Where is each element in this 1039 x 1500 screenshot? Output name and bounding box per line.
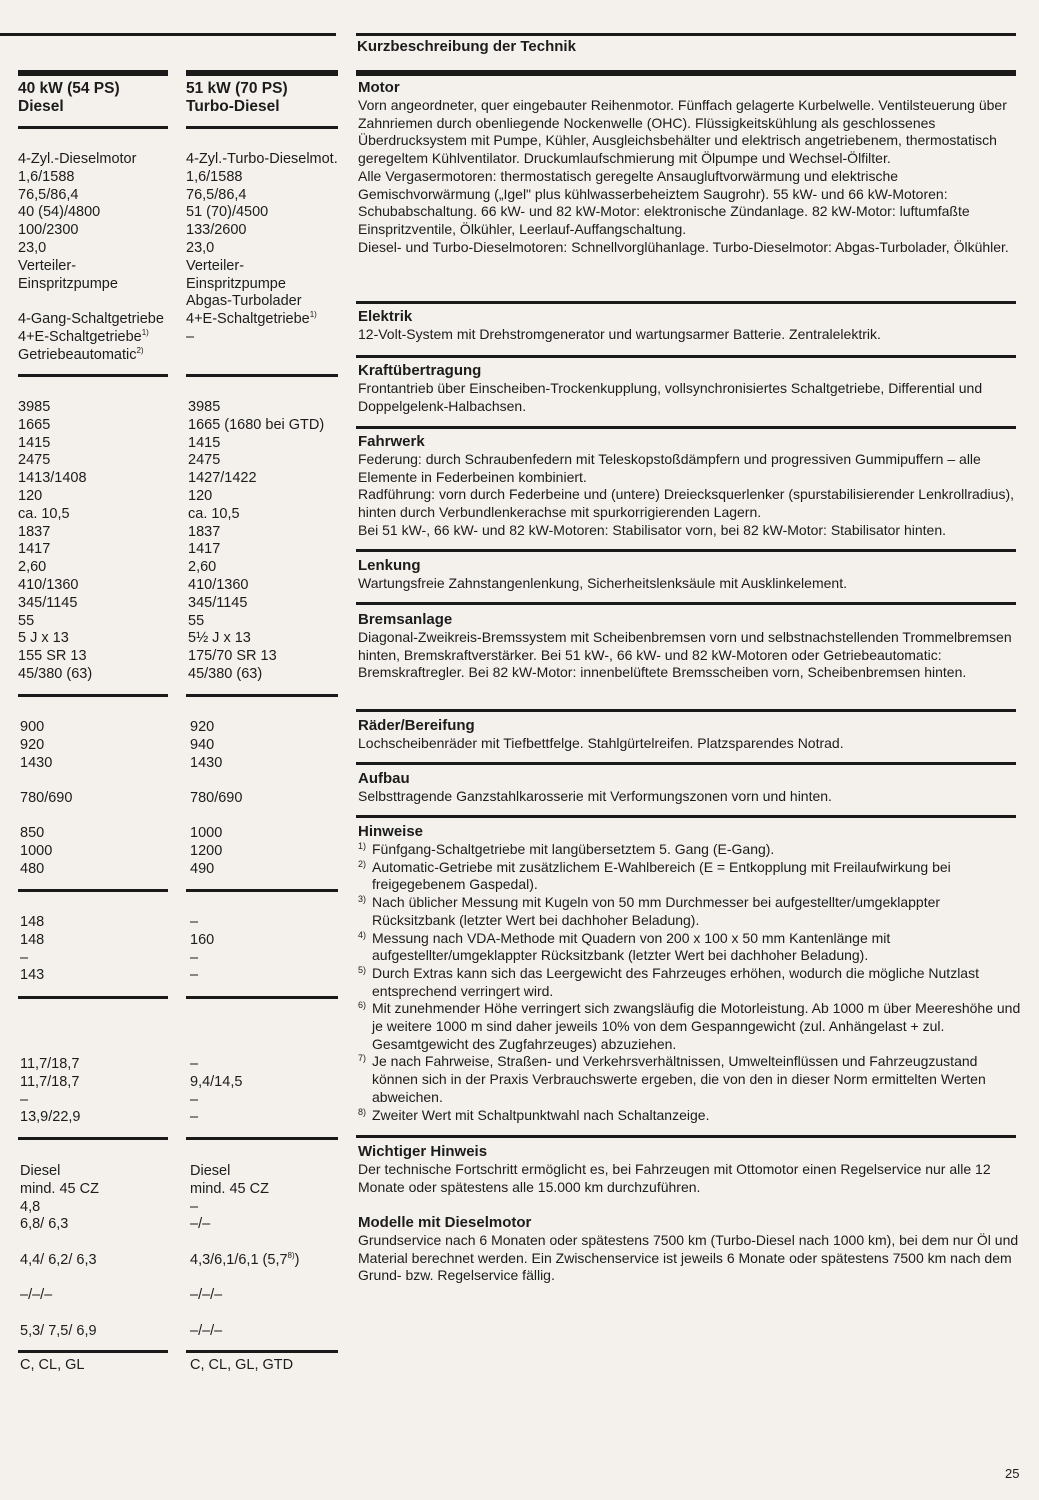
turbo-spec-value: 120 — [188, 487, 213, 504]
turbo-group-performance — [190, 914, 214, 985]
turbo-spec-value: –/–/– — [190, 1323, 223, 1339]
section-rule — [356, 762, 1016, 765]
turbo-spec-value: 55 — [188, 612, 205, 629]
hinweise-title: Hinweise — [358, 823, 424, 840]
turbo-gearbox-1: 4+E-Schaltgetriebe$^{1)}$ — [186, 310, 317, 327]
turbo-models: C, CL, GL, GTD — [190, 1357, 294, 1373]
turbo-group-weights-b — [190, 790, 242, 808]
col-rule — [18, 374, 168, 377]
top-rule-right — [356, 33, 1016, 36]
col-rule — [18, 1350, 168, 1353]
diesel-spec-value: mind. 45 CZ — [20, 1180, 99, 1197]
turbo-spec-value: 1000 — [190, 825, 223, 841]
diesel-spec-value: 4,8 — [20, 1198, 41, 1215]
turbo-spec-value: – — [190, 1109, 199, 1126]
kraft-text: Frontantrieb über Einscheiben-Trockenkupplung, vollsynchronisiertes Schaltgetriebe, Differential und Doppelgelenk-Halbachsen. — [358, 380, 983, 414]
hinweis-7: 7) Je nach Fahrweise, Straßen- und Verkehrsverhältnissen, Umwelteinflüssen und Fahrzeugzustand können sich in der Praxis Verbrauchswerte ergeben, die von den in dieser Norm ermittelten Werten abweichen. — [358, 1053, 986, 1105]
turbo-spec-value: 1,6/1588 — [186, 168, 243, 185]
turbo-group-engine — [186, 151, 338, 311]
col-rule — [186, 1137, 338, 1140]
diesel-group-fuel-d — [20, 1323, 97, 1341]
motor-para-3: Diesel- und Turbo-Dieselmotoren: Schnellvorglühanlage. Turbo-Dieselmotor: Abgas-Turbolader, Ölkühler. — [358, 238, 1009, 255]
diesel-spec-value: Diesel — [20, 1163, 61, 1179]
lenkung-text: Wartungsfreie Zahnstangenlenkung, Sicherheitslenksäule mit Ausklinkelement. — [358, 575, 847, 591]
diesel-spec-value: 148 — [20, 914, 45, 930]
turbo-spec-value: – — [190, 1056, 199, 1072]
diesel-spec-value: 3985 — [18, 399, 51, 415]
diesel-spec-value: 13,9/22,9 — [20, 1109, 81, 1126]
turbo-spec-value: 1665 (1680 bei GTD) — [188, 416, 325, 433]
diesel-spec-value: Verteiler- — [18, 257, 77, 274]
turbo-group-fuel-b — [190, 1252, 300, 1270]
lenkung-title: Lenkung — [358, 557, 421, 574]
turbo-spec-value: –/–/– — [190, 1287, 223, 1303]
brems-title: Bremsanlage — [358, 611, 453, 628]
turbo-spec-value: – — [190, 949, 199, 966]
raeder-text: Lochscheibenräder mit Tiefbettfelge. Stahlgürtelreifen. Platzsparendes Notrad. — [358, 735, 844, 751]
section-wichtiger-hinweis — [358, 1143, 1023, 1196]
diesel-spec-value: 143 — [20, 967, 45, 984]
col-rule — [186, 1350, 338, 1353]
diesel-group-fuel-b — [20, 1252, 97, 1270]
diesel-group-weights-a — [20, 719, 52, 772]
turbo-spec-value: 345/1145 — [188, 594, 248, 611]
col-rule — [186, 374, 338, 377]
page-number: 25 — [1005, 1466, 1020, 1481]
diesel-spec-value: 850 — [20, 825, 45, 841]
turbo-spec-value: Abgas-Turbolader — [186, 293, 302, 310]
section-rule — [356, 1135, 1016, 1138]
col-rule — [186, 996, 338, 999]
turbo-spec-value: 3985 — [188, 399, 221, 415]
turbo-spec-value: 490 — [190, 860, 215, 877]
turbo-spec-value: Diesel — [190, 1163, 231, 1179]
turbo-spec-value: 5½ J x 13 — [188, 630, 251, 647]
wichtig-text: Der technische Fortschritt ermöglicht es, bei Fahrzeugen mit Ottomotor einen Regelservice nur alle 12 Monate oder spätestens alle 15.000 km durchzuführen. — [358, 1161, 991, 1195]
diesel-column — [18, 80, 178, 116]
diesel-group-consumption — [20, 1056, 80, 1127]
aufbau-title: Aufbau — [358, 770, 410, 787]
fahrwerk-para-1: Federung: durch Schraubenfedern mit Teleskopstoßdämpfern und progressiven Gummipuffern – alle Elemente in Federbeinen kombiniert. — [358, 451, 981, 485]
turbo-spec-value: 2,60 — [188, 559, 217, 576]
turbo-spec-value: 175/70 SR 13 — [188, 648, 277, 665]
turbo-spec-value: 1837 — [188, 523, 221, 540]
top-rule-left — [0, 33, 336, 36]
turbo-spec-value: 2475 — [188, 452, 221, 469]
diesel-spec-value: 148 — [20, 931, 45, 948]
kraft-title: Kraftübertragung — [358, 362, 482, 379]
motor-para-2: Alle Vergasermotoren: thermostatisch geregelte Ansaugluftvorwärmung und elektrische Gemischvorwärmung („Igel" plus kühlwasserbeheiztem Saugrohr). 55 kW- und 66 kW-Motoren: Schubabschaltung. 66 kW- und 82 kW-Motor: elektronische Zündanlage. 82 kW-Motor: luftumfaßte Einspritzventile, Ölkühler, Leerlauf-Auffangschaltung. — [358, 167, 970, 237]
section-motor — [358, 79, 1023, 256]
diesel-group-weights-c — [20, 825, 52, 878]
diesel-group-performance — [20, 914, 44, 985]
section-hinweise — [358, 823, 1023, 1124]
turbo-spec-value: 133/2600 — [186, 222, 247, 239]
section-fahrwerk — [358, 433, 1023, 540]
turbo-spec-value: 1430 — [190, 754, 223, 771]
diesel-spec-value: 5,3/ 7,5/ 6,9 — [20, 1323, 97, 1339]
diesel-spec-value: 1665 — [18, 416, 51, 433]
turbo-group-weights-a — [190, 719, 222, 772]
turbo-spec-value: 51 (70)/4500 — [186, 204, 269, 221]
diesel-spec-value: 1837 — [18, 523, 51, 540]
diesel-spec-value: 6,8/ 6,3 — [20, 1216, 69, 1233]
turbo-spec-value: – — [190, 1091, 199, 1108]
turbo-spec-value: Verteiler- — [186, 257, 245, 274]
turbo-column — [186, 80, 346, 116]
turbo-spec-value: 9,4/14,5 — [190, 1073, 243, 1090]
col-rule — [18, 694, 168, 697]
diesel-spec-value: 1415 — [18, 434, 51, 451]
turbo-spec-value: Einspritzpumpe — [186, 275, 286, 292]
diesel-models-title: Modelle mit Dieselmotor — [358, 1214, 532, 1231]
turbo-group-consumption — [190, 1056, 242, 1127]
diesel-group-fuel — [20, 1163, 99, 1234]
diesel-spec-value: 920 — [20, 736, 45, 753]
turbo-spec-value: 410/1360 — [188, 576, 249, 593]
fahrwerk-para-2: Radführung: vorn durch Federbeine und (untere) Dreiecksquerlenker (spurstabilisierender Lenkrollradius), hinten durch Verbundlenkerachse mit spurkorrigierenden Lagern. — [358, 486, 1015, 521]
diesel-spec-value: 1000 — [20, 842, 53, 859]
diesel-spec-value: 155 SR 13 — [18, 648, 87, 665]
diesel-group-gearbox — [18, 311, 164, 364]
turbo-spec-value: 940 — [190, 736, 215, 753]
turbo-group-gearbox — [186, 311, 317, 347]
diesel-spec-value: 1417 — [18, 541, 51, 558]
fahrwerk-title: Fahrwerk — [358, 433, 425, 450]
col-rule — [186, 70, 338, 76]
section-rule — [356, 70, 1016, 76]
turbo-spec-value: – — [190, 914, 199, 930]
turbo-spec-value: 780/690 — [190, 790, 243, 806]
section-raeder — [358, 717, 1023, 753]
diesel-gearbox-3: Getriebeautomatic$^{2)}$ — [18, 345, 144, 363]
diesel-spec-value: ca. 10,5 — [18, 505, 70, 522]
turbo-spec-value: 920 — [190, 719, 215, 735]
diesel-power-heading: 40 kW (54 PS) — [18, 80, 120, 97]
diesel-type-heading: Diesel — [18, 98, 64, 115]
col-rule — [186, 126, 338, 129]
turbo-spec-value: 45/380 (63) — [188, 665, 263, 682]
section-rule — [356, 549, 1016, 552]
turbo-spec-value: 1200 — [190, 842, 223, 859]
motor-para-1: Vorn angeordneter, quer eingebauter Reihenmotor. Fünffach gelagerte Kurbelwelle. Ventilsteuerung über Zahnriemen durch obenliegende Nockenwelle (OHC). Flüssigkeitskühlung als geschlossenes Überdrucksystem mit Pumpe, Kühler, Ausgleichsbehälter und elektrisch angetriebenem, thermostatisch geregeltem Kühlventilator. Druckumlaufschmierung mit Ölpumpe und Wechsel-Ölfilter. — [358, 97, 1007, 167]
diesel-spec-value: 1,6/1588 — [18, 168, 75, 185]
diesel-spec-value: 4-Zyl.-Dieselmotor — [18, 151, 137, 167]
col-rule — [186, 889, 338, 892]
turbo-group-weights-c — [190, 825, 222, 878]
diesel-group-weights-b — [20, 790, 72, 808]
turbo-spec-value: 1417 — [188, 541, 221, 558]
diesel-group-fuel-c — [20, 1287, 52, 1305]
diesel-gearbox-1: 4-Gang-Schaltgetriebe — [18, 311, 164, 327]
aufbau-text: Selbsttragende Ganzstahlkarosserie mit Verformungszonen vorn und hinten. — [358, 788, 832, 804]
section-rule — [356, 815, 1016, 818]
section-rule — [356, 709, 1016, 712]
section-rule — [356, 426, 1016, 429]
diesel-spec-value: 345/1145 — [18, 594, 78, 611]
diesel-spec-value: 410/1360 — [18, 576, 79, 593]
section-bremsanlage — [358, 611, 1023, 682]
turbo-spec-value: 23,0 — [186, 239, 215, 256]
diesel-spec-value: – — [20, 1091, 29, 1108]
section-rule — [356, 355, 1016, 358]
diesel-group-dimensions — [18, 399, 92, 684]
turbo-group-fuel-c — [190, 1287, 222, 1305]
col-rule — [18, 889, 168, 892]
diesel-spec-value: 11,7/18,7 — [20, 1056, 80, 1072]
turbo-spec-value: mind. 45 CZ — [190, 1180, 269, 1197]
turbo-spec-value: 4-Zyl.-Turbo-Dieselmot. — [186, 151, 338, 167]
turbo-spec-value: ca. 10,5 — [188, 505, 240, 522]
turbo-spec-value: – — [190, 1198, 199, 1215]
motor-title: Motor — [358, 79, 400, 96]
hinweis-5: 5) Durch Extras kann sich das Leergewicht des Fahrzeuges erhöhen, wodurch die mögliche Nutzlast entsprechend verringert wird. — [358, 964, 979, 999]
diesel-spec-value: 2475 — [18, 452, 51, 469]
diesel-spec-value: 2,60 — [18, 559, 47, 576]
diesel-spec-value: 11,7/18,7 — [20, 1073, 80, 1090]
hinweis-1: 1) Fünfgang-Schaltgetriebe mit langübersetztem 5. Gang (E-Gang). — [358, 841, 775, 857]
diesel-spec-value: Einspritzpumpe — [18, 275, 118, 292]
turbo-group-fuel — [190, 1163, 269, 1234]
section-elektrik — [358, 308, 1023, 344]
col-rule — [186, 694, 338, 697]
elektrik-title: Elektrik — [358, 308, 413, 325]
diesel-spec-value: – — [20, 949, 29, 966]
diesel-spec-value: 55 — [18, 612, 35, 629]
diesel-spec-value: 900 — [20, 719, 45, 735]
turbo-consumption-value: 4,3/6,1/6,1 (5,7$^{8)}$) — [190, 1251, 300, 1268]
section-rule — [356, 301, 1016, 304]
turbo-spec-value: 76,5/86,4 — [186, 186, 247, 203]
section-modelle-dieselmotor — [358, 1214, 1023, 1285]
diesel-spec-value: –/–/– — [20, 1287, 53, 1303]
diesel-group-engine — [18, 151, 136, 293]
diesel-models: C, CL, GL — [20, 1357, 85, 1373]
turbo-spec-value: – — [190, 967, 199, 984]
diesel-spec-value: 4,4/ 6,2/ 6,3 — [20, 1252, 97, 1268]
diesel-spec-value: 1413/1408 — [18, 470, 87, 487]
elektrik-text: 12-Volt-System mit Drehstromgenerator und wartungsarmer Batterie. Zentralelektrik. — [358, 326, 881, 342]
brems-text: Diagonal-Zweikreis-Bremssystem mit Scheibenbremsen vorn und selbstnachstellenden Trommelbremsen hinten, Bremskraftverstärker. Bei 51 kW-, 66 kW- und 82 kW-Motoren oder Getriebeautomatic: Bremskraftregler. Bei 82 kW-Motor: innenbelüftete Bremsscheiben vorn, Scheibenbremsen hinten. — [358, 629, 1012, 681]
section-rule — [356, 602, 1016, 605]
turbo-power-heading: 51 kW (70 PS) — [186, 80, 288, 97]
diesel-models-text: Grundservice nach 6 Monaten oder spätestens 7500 km (Turbo-Diesel nach 1000 km), bei dem nur Öl und Material berechnet werden. Ein Zwischenservice ist jeweils 6 Monate oder spätestens 7500 km nach dem Grund- bzw. Regelservice fällig. — [358, 1232, 1019, 1284]
diesel-spec-value: 120 — [18, 487, 43, 504]
diesel-spec-value: 100/2300 — [18, 222, 79, 239]
section-aufbau — [358, 770, 1023, 806]
fahrwerk-para-3: Bei 51 kW-, 66 kW- und 82 kW-Motoren: Stabilisator vorn, bei 82 kW-Motor: Stabilisator hinten. — [358, 521, 946, 538]
turbo-spec-value: 1415 — [188, 434, 221, 451]
diesel-spec-value: 5 J x 13 — [18, 630, 69, 647]
diesel-spec-value: 23,0 — [18, 239, 47, 256]
diesel-spec-value: 780/690 — [20, 790, 73, 806]
hinweis-6: 6) Mit zunehmender Höhe verringert sich zwangsläufig die Motorleistung. Ab 1000 m über Meereshöhe und je weitere 1000 m sind daher jeweils 10% von dem Gespanngewicht (zul. Anhängelast + zul. Gesamtgewicht des Zugfahrzeuges) abzuziehen. — [358, 1000, 1021, 1052]
hinweis-3: 3) Nach üblicher Messung mit Kugeln von 50 mm Durchmesser bei aufgestellter/umgeklappter Rücksitzbank (letzter Wert bei dachhoher Beladung). — [358, 894, 941, 928]
section-kraftuebertragung — [358, 362, 1023, 415]
turbo-group-dimensions — [188, 399, 324, 684]
turbo-type-heading: Turbo-Diesel — [186, 98, 280, 115]
hinweis-4: 4) Messung nach VDA-Methode mit Quadern von 200 x 100 x 50 mm Kantenlänge mit aufgestellter/umgeklappter Rücksitzbank (letzter Wert bei dachhoher Beladung). — [358, 929, 891, 964]
col-rule — [18, 126, 168, 129]
turbo-gearbox-2: – — [186, 328, 195, 345]
section-title: Kurzbeschreibung der Technik — [357, 38, 576, 55]
turbo-spec-value: –/– — [190, 1216, 211, 1233]
wichtig-title: Wichtiger Hinweis — [358, 1143, 488, 1160]
diesel-spec-value: 45/380 (63) — [18, 665, 93, 682]
turbo-group-fuel-d — [190, 1323, 222, 1341]
hinweis-8: 8) Zweiter Wert mit Schaltpunktwahl nach Schaltanzeige. — [358, 1106, 710, 1123]
col-rule — [18, 70, 168, 76]
diesel-spec-value: 76,5/86,4 — [18, 186, 79, 203]
turbo-spec-value: 160 — [190, 931, 215, 948]
diesel-spec-value: 480 — [20, 860, 45, 877]
diesel-gearbox-2: 4+E-Schaltgetriebe$^{1)}$ — [18, 327, 149, 345]
turbo-spec-value: 1427/1422 — [188, 470, 257, 487]
diesel-spec-value: 1430 — [20, 754, 53, 771]
diesel-spec-value: 40 (54)/4800 — [18, 204, 101, 221]
raeder-title: Räder/Bereifung — [358, 717, 475, 734]
section-lenkung — [358, 557, 1023, 593]
col-rule — [18, 1137, 168, 1140]
hinweis-2: 2) Automatic-Getriebe mit zusätzlichem E-Wahlbereich (E = Entkopplung mit Freilaufwirkung bei freigegebenem Gaspedal). — [358, 858, 951, 893]
col-rule — [18, 996, 168, 999]
